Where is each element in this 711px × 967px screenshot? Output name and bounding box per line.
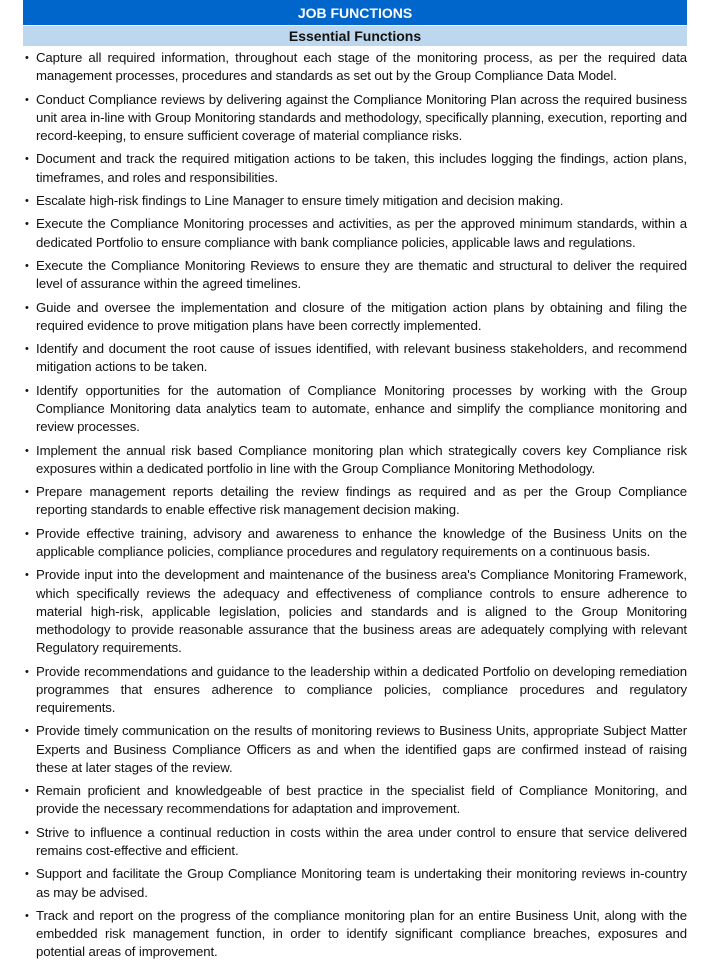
list-item <box>23 442 687 478</box>
list-item <box>23 525 687 561</box>
list-item-text: Provide timely communication on the results of monitoring reviews to Business Units, appropriate Subject Matter Experts and Business Compliance Officers as and when the identified gaps are confirmed instead of raising these at later stages of the review. <box>36 723 687 775</box>
bullet-icon: • <box>25 52 29 64</box>
bullet-icon: • <box>25 194 29 207</box>
list-item-text: Identify and document the root cause of issues identified, with relevant business stakeholders, and recommend mitigation actions to be taken. <box>36 341 687 375</box>
list-item <box>23 150 687 186</box>
list-item <box>23 865 687 901</box>
bullet-icon: • <box>25 259 29 272</box>
list-item <box>23 382 687 437</box>
bullet-icon: • <box>25 569 29 582</box>
essential-functions-list <box>23 49 687 962</box>
section-title: JOB FUNCTIONS <box>297 4 413 21</box>
list-item <box>23 215 687 251</box>
bullet-icon: • <box>25 725 29 738</box>
list-item <box>23 663 687 718</box>
list-item <box>23 49 687 85</box>
list-item-text: Provide recommendations and guidance to the leadership within a dedicated Portfolio on developing remediation programmes that ensures adherence to compliance policies, compliance procedures and regulatory requirements. <box>36 663 687 715</box>
bullet-icon: • <box>25 527 29 540</box>
list-item-text: Support and facilitate the Group Compliance Monitoring team is undertaking their monitoring reviews in-country as may be advised. <box>36 866 687 900</box>
list-item-text: Track and report on the progress of the compliance monitoring plan for an entire Business Unit, along with the embedded risk management function, in order to identify significant compliance breaches, exposures and potential areas of improvement. <box>36 907 687 960</box>
list-item <box>23 566 687 657</box>
section-subtitle: Essential Functions <box>288 28 422 44</box>
list-item-text: Identify opportunities for the automation of Compliance Monitoring processes by working with the Group Compliance Monitoring data analytics team to automate, enhance and simplify the compliance monitoring and review processes. <box>36 382 687 435</box>
bullet-icon: • <box>25 868 29 881</box>
list-item-text: Provide effective training, advisory and awareness to enhance the knowledge of the Business Units on the applicable compliance policies, compliance procedures and regulatory requirements on a continuous basis. <box>36 525 687 559</box>
bullet-icon: • <box>25 665 29 678</box>
list-item-text: Implement the annual risk based Compliance monitoring plan which strategically covers key Compliance risk exposures within a dedicated portfolio in line with the Group Compliance Monitoring Methodology. <box>36 442 687 476</box>
list-item <box>23 340 687 376</box>
bullet-icon: • <box>25 826 29 839</box>
list-item <box>23 299 687 335</box>
list-item <box>23 483 687 519</box>
list-item <box>23 192 687 210</box>
list-item-text: Remain proficient and knowledgeable of best practice in the specialist field of Compliance Monitoring, and provide the necessary recommendations for adaptation and improvement. <box>36 783 687 817</box>
bullet-icon: • <box>25 93 29 106</box>
list-item <box>23 824 687 860</box>
list-item <box>23 722 687 777</box>
list-item <box>23 91 687 146</box>
list-item-text: Strive to influence a continual reduction in costs within the area under control to ensure that service delivered remains cost-effective and efficient. <box>36 824 687 858</box>
list-item-text: Execute the Compliance Monitoring processes and activities, as per the approved minimum standards, within a dedicated Portfolio to ensure compliance with bank compliance policies, applicable laws and regulations. <box>36 216 687 250</box>
list-item <box>23 257 687 293</box>
list-item-text: Conduct Compliance reviews by delivering against the Compliance Monitoring Plan across the required business unit area in-line with Group Monitoring standards and methodology, specifically planning, execution, reporting and record-keeping, to ensure sufficient coverage of material compliance risks. <box>36 91 687 143</box>
bullet-icon: • <box>25 444 29 457</box>
bullet-icon: • <box>25 486 29 499</box>
job-functions-document <box>23 0 687 967</box>
list-item-text: Capture all required information, throughout each stage of the monitoring process, as per the required data management processes, procedures and standards as set out by the Group Compliance Data Model. <box>36 50 687 84</box>
section-title-bar <box>23 0 687 25</box>
list-item <box>23 782 687 818</box>
list-item-text: Provide input into the development and maintenance of the business area's Compliance Monitoring Framework, which specifically reviews the adequacy and effectiveness of compliance controls to ensure adherence to material high-risk, applicable legislation, policies and standards and is aligned to the Group Monitoring methodology to provide reasonable assurance that the business areas are adequately complying with relevant Regulatory requirements. <box>36 567 687 656</box>
bullet-icon: • <box>25 301 29 314</box>
list-item-text: Prepare management reports detailing the review findings as required and as per the Group Compliance reporting standards to enable effective risk management decision making. <box>36 484 687 518</box>
list-item-text: Guide and oversee the implementation and closure of the mitigation action plans by obtaining and filing the required evidence to prove mitigation plans have been correctly implemented. <box>36 299 687 333</box>
bullet-icon: • <box>25 343 29 356</box>
list-item <box>23 907 687 962</box>
list-item-text: Escalate high-risk findings to Line Manager to ensure timely mitigation and decision making. <box>36 192 564 208</box>
list-item-text: Execute the Compliance Monitoring Reviews to ensure they are thematic and structural to deliver the required level of assurance within the agreed timelines. <box>36 257 687 292</box>
bullet-icon: • <box>25 909 29 922</box>
section-subtitle-bar <box>23 26 687 46</box>
bullet-icon: • <box>25 785 29 798</box>
bullet-icon: • <box>25 153 29 166</box>
bullet-icon: • <box>25 218 29 231</box>
bullet-icon: • <box>25 384 29 397</box>
list-item-text: Document and track the required mitigation actions to be taken, this includes logging the findings, action plans, timeframes, and roles and responsibilities. <box>36 151 687 185</box>
